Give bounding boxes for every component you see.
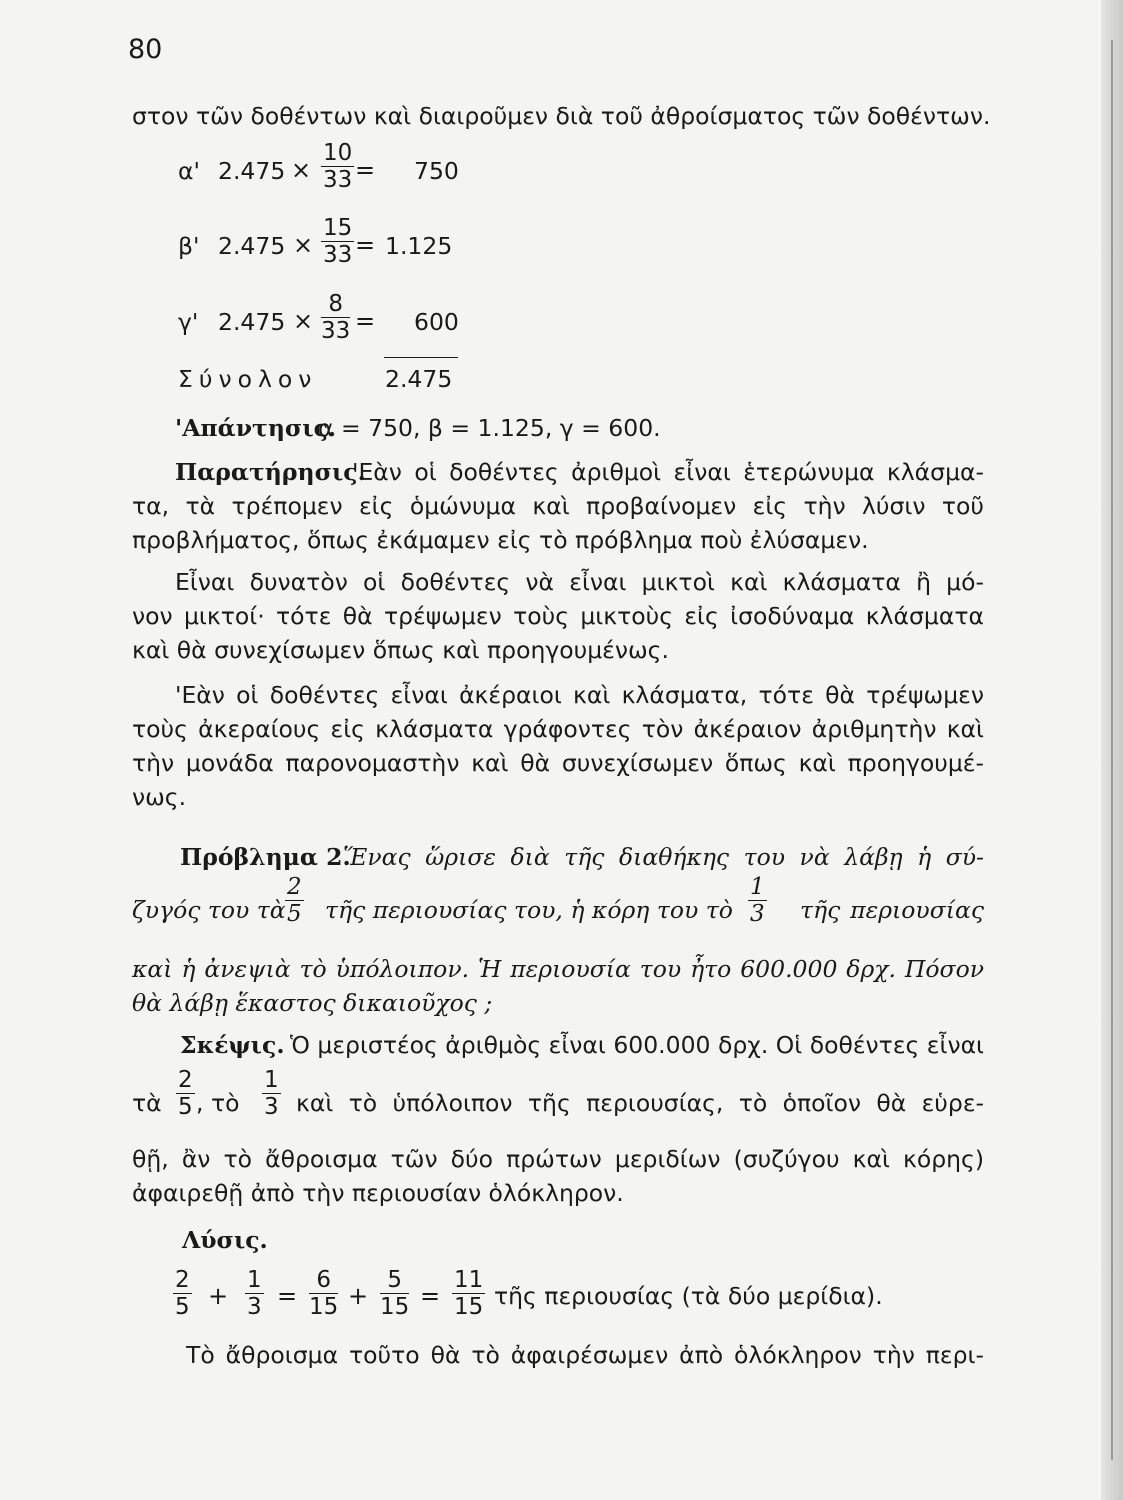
solution-tail: τῆς περιουσίας (τὰ δύο μερίδια). [494, 1282, 883, 1310]
problem-line: θὰ λάβῃ ἕκαστος δικαιοῦχος ; [132, 989, 493, 1017]
note-label: Παρατήρησις. [175, 458, 366, 486]
note-line: προβλήματος, ὅπως ἐκάμαμεν εἰς τὸ πρόβλημα ποὺ ἐλύσαμεν. [132, 526, 869, 554]
thought-line: τὰ [132, 1089, 162, 1117]
total-label: Σύνολον [178, 365, 318, 393]
fraction-denominator: 3 [247, 1294, 262, 1320]
fraction-numerator: 2 [175, 1267, 190, 1293]
thought-line: ἀφαιρεθῇ ἀπὸ τὴν περιουσίαν ὁλόκληρον. [132, 1179, 624, 1207]
total-value: 2.475 [385, 365, 453, 393]
problem-line: Ἕνας ὥρισε διὰ τῆς διαθήκης του νὰ λάβῃ ἡ σύ- [343, 843, 984, 871]
thought-line: , τὸ [196, 1089, 240, 1117]
problem-fraction [285, 875, 304, 926]
solution-fraction [380, 1268, 409, 1319]
fraction-denominator: 5 [175, 1294, 190, 1320]
equals-sign: = [277, 1282, 298, 1310]
note-line: τα, τὰ τρέπομεν εἰς ὁμώνυμα καὶ προβαίνομεν εἰς τὴν λύσιν τοῦ [132, 492, 984, 520]
note-line: 'Εὰν οἱ δοθέντες ἀριθμοὶ εἶναι ἑτερώνυμα κλάσμα- [352, 458, 984, 486]
solution-fraction [245, 1268, 264, 1319]
solution-label: Λύσις. [182, 1226, 268, 1254]
fraction-numerator: 11 [454, 1267, 484, 1293]
page-number: 80 [128, 34, 163, 65]
page-edge-line [1111, 40, 1113, 1460]
solution-fraction [173, 1268, 192, 1319]
calc-result: 600 [414, 308, 459, 336]
thought-line: Ὁ μεριστέος ἀριθμὸς εἶναι 600.000 δρχ. Οἱ δοθέντες εἶναι [290, 1031, 985, 1059]
fraction-denominator: 5 [178, 1094, 193, 1120]
equals-sign: = [355, 307, 376, 335]
solution-fraction [452, 1268, 485, 1319]
calc-base: 2.475 [218, 232, 286, 260]
fraction-denominator: 33 [323, 242, 353, 268]
calc-base: 2.475 [218, 157, 286, 185]
paragraph-line: τὴν μονάδα παρονομαστὴν καὶ θὰ συνεχίσωμεν ὅπως καὶ προηγουμέ- [132, 749, 984, 777]
sum-rule-line [384, 357, 458, 358]
fraction-denominator: 33 [321, 318, 351, 344]
calc-fraction [321, 216, 354, 267]
fraction-numerator: 10 [323, 140, 353, 166]
calc-fraction [321, 292, 350, 343]
paragraph-line: Εἶναι δυνατὸν οἱ δοθέντες νὰ εἶναι μικτοὶ καὶ κλάσματα ἢ μό- [175, 568, 984, 596]
paragraph-line: 'Εὰν οἱ δοθέντες εἶναι ἀκέραιοι καὶ κλάσματα, τότε θὰ τρέψωμεν [175, 681, 984, 709]
fraction-numerator: 6 [309, 1268, 338, 1294]
problem-fraction [748, 875, 767, 926]
paragraph-line: καὶ θὰ συνεχίσωμεν ὅπως καὶ προηγουμένως. [132, 636, 669, 664]
fraction-numerator: 1 [750, 874, 765, 900]
calc-label: α' [178, 157, 200, 185]
fraction-denominator: 3 [264, 1094, 279, 1120]
paragraph-line: νως. [132, 783, 187, 811]
times-sign: × [293, 231, 314, 259]
calc-label: γ' [178, 308, 199, 336]
fraction-numerator: 1 [264, 1067, 279, 1093]
fraction-numerator: 2 [287, 874, 302, 900]
answer-text: α = 750, β = 1.125, γ = 600. [318, 414, 661, 442]
thought-fraction [176, 1068, 195, 1119]
solution-last-line: Τὸ ἄθροισμα τοῦτο θὰ τὸ ἀφαιρέσωμεν ἀπὸ ὁλόκληρον τὴν περι- [186, 1341, 984, 1369]
fraction-denominator: 33 [323, 167, 353, 193]
fraction-numerator: 2 [178, 1067, 193, 1093]
equals-sign: = [355, 231, 376, 259]
thought-fraction [262, 1068, 281, 1119]
fraction-denominator: 15 [454, 1294, 484, 1320]
fraction-numerator: 1 [247, 1267, 262, 1293]
fraction-denominator: 15 [309, 1294, 339, 1320]
fraction-numerator: 15 [323, 215, 353, 241]
problem-line: τῆς περιουσίας [800, 896, 984, 924]
plus-sign: + [208, 1282, 229, 1310]
calc-label: β' [178, 232, 200, 260]
calc-fraction [321, 141, 354, 192]
problem-line: καὶ ἡ ἀνεψιὰ τὸ ὑπόλοιπον. Ἡ περιουσία του ἦτο 600.000 δρχ. Πόσον [132, 955, 984, 983]
fraction-denominator: 15 [380, 1294, 410, 1320]
thought-label: Σκέψις. [180, 1031, 285, 1059]
problem-label: Πρόβλημα 2. [180, 843, 351, 871]
thought-line: καὶ τὸ ὑπόλοιπον τῆς περιουσίας, τὸ ὁποῖον θὰ εὑρε- [296, 1089, 984, 1117]
fraction-numerator: 5 [380, 1268, 409, 1294]
equals-sign: = [355, 156, 376, 184]
fraction-numerator: 8 [321, 292, 350, 318]
fraction-denominator: 3 [750, 901, 765, 927]
plus-sign: + [348, 1282, 369, 1310]
problem-line: ζυγός του τὰ [132, 896, 286, 924]
problem-line: τῆς περιουσίας του, ἡ κόρη του τὸ [325, 896, 733, 924]
answer-label: 'Απάντησις. [175, 414, 337, 442]
calc-result: 750 [414, 157, 459, 185]
fraction-denominator: 5 [287, 901, 302, 927]
solution-fraction [309, 1268, 338, 1319]
times-sign: × [291, 156, 312, 184]
thought-line: θῇ, ἂν τὸ ἄθροισμα τῶν δύο πρώτων μεριδίων (συζύγου καὶ κόρης) [132, 1145, 984, 1173]
paragraph-line: τοὺς ἀκεραίους εἰς κλάσματα γράφοντες τὸν ἀκέραιον ἀριθμητὴν καὶ [132, 715, 984, 743]
equals-sign: = [420, 1282, 441, 1310]
calc-base: 2.475 [218, 308, 286, 336]
intro-line: στον τῶν δοθέντων καὶ διαιροῦμεν διὰ τοῦ ἀθροίσματος τῶν δοθέντων. [132, 102, 991, 130]
paragraph-line: νον μικτοί· τότε θὰ τρέψωμεν τοὺς μικτοὺς εἰς ἰσοδύναμα κλάσματα [132, 602, 984, 630]
calc-result: 1.125 [385, 232, 453, 260]
times-sign: × [293, 307, 314, 335]
